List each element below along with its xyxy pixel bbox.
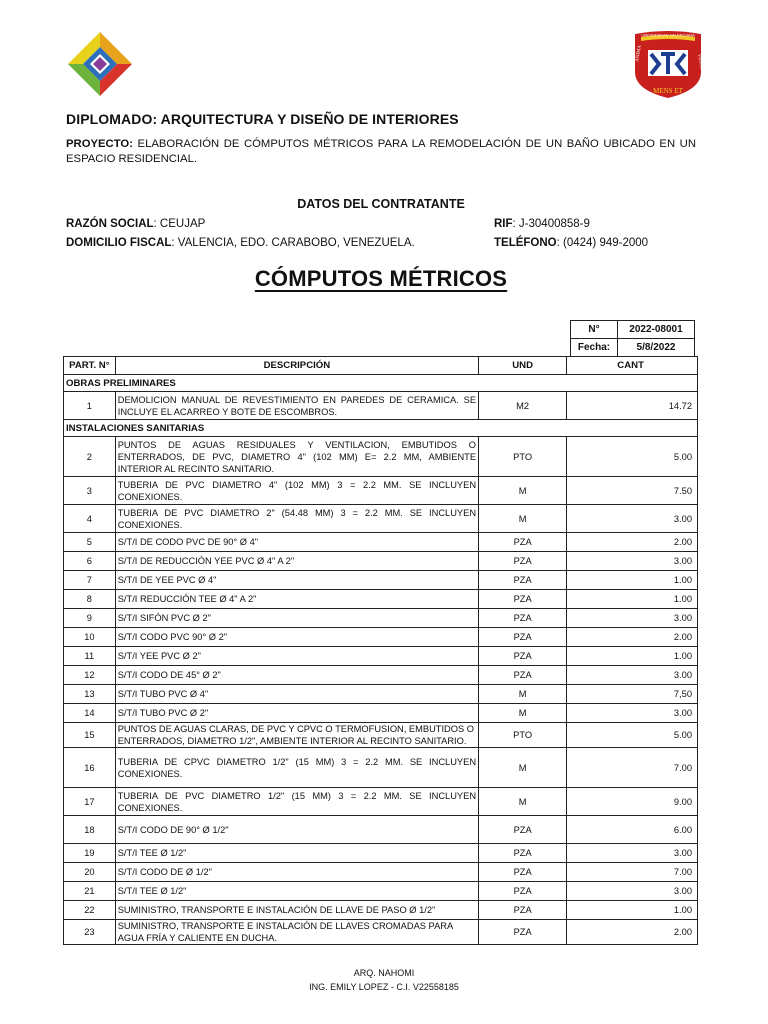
- table-row: [64, 571, 698, 590]
- part-number-cell: 18: [64, 816, 116, 844]
- part-number-cell: 7: [64, 571, 116, 590]
- table-row: [64, 901, 698, 920]
- proyecto-label: PROYECTO:: [66, 138, 133, 150]
- quantity-cell: 3.00: [567, 552, 698, 571]
- quantity-cell: 3.00: [567, 609, 698, 628]
- table-row: [64, 685, 698, 704]
- quantity-cell: 3.00: [567, 882, 698, 901]
- table-row: [64, 748, 698, 788]
- col-header-description: DESCRIPCIÓN: [115, 357, 478, 375]
- description-cell: SUMINISTRO, TRANSPORTE E INSTALACIÓN DE LLAVE DE PASO Ø 1/2": [115, 901, 478, 920]
- part-number-cell: 2: [64, 437, 116, 477]
- part-number-cell: 19: [64, 844, 116, 863]
- quantity-cell: 7,50: [567, 685, 698, 704]
- quantity-cell: 2.00: [567, 533, 698, 552]
- part-number-cell: 10: [64, 628, 116, 647]
- computos-table: [63, 356, 698, 945]
- quantity-cell: 14.72: [567, 392, 698, 420]
- table-row: [64, 609, 698, 628]
- table-row: [64, 723, 698, 748]
- table-row: [64, 505, 698, 533]
- part-number-cell: 22: [64, 901, 116, 920]
- unit-cell: M2: [479, 392, 567, 420]
- description-cell: S/T/I CODO DE 45° Ø 2": [115, 666, 478, 685]
- table-row: [64, 704, 698, 723]
- table-row: [64, 816, 698, 844]
- quantity-cell: 1.00: [567, 901, 698, 920]
- table-row: [64, 552, 698, 571]
- part-number-cell: 14: [64, 704, 116, 723]
- table-row: [64, 533, 698, 552]
- unit-cell: M: [479, 477, 567, 505]
- svg-text:UNIVERSIDAD VALENCIANA: UNIVERSIDAD VALENCIANA: [641, 32, 695, 38]
- unit-cell: PZA: [479, 816, 567, 844]
- col-header-unit: UND: [479, 357, 567, 375]
- description-cell: TUBERIA DE PVC DIAMETRO 4" (102 MM) 3 = 2.2 MM. SE INCLUYEN CONEXIONES.: [115, 477, 478, 505]
- part-number-cell: 3: [64, 477, 116, 505]
- part-number-cell: 15: [64, 723, 116, 748]
- description-cell: TUBERIA DE PVC DIAMETRO 2" (54.48 MM) 3 = 2.2 MM. SE INCLUYEN CONEXIONES.: [115, 505, 478, 533]
- domicilio-fiscal-value: : VALENCIA, EDO. CARABOBO, VENEZUELA.: [171, 237, 415, 249]
- unit-cell: PZA: [479, 590, 567, 609]
- unit-cell: PZA: [479, 628, 567, 647]
- university-crest-logo: [631, 28, 705, 100]
- quantity-cell: 3.00: [567, 844, 698, 863]
- unit-cell: PZA: [479, 901, 567, 920]
- description-cell: S/T/I TUBO PVC Ø 2": [115, 704, 478, 723]
- unit-cell: PZA: [479, 533, 567, 552]
- table-row: [64, 882, 698, 901]
- razon-social-field: [66, 218, 205, 230]
- col-header-part: PART. N°: [64, 357, 116, 375]
- section-title: INSTALACIONES SANITARIAS: [64, 420, 698, 437]
- unit-cell: M: [479, 685, 567, 704]
- unit-cell: PZA: [479, 666, 567, 685]
- part-number-cell: 4: [64, 505, 116, 533]
- unit-cell: PZA: [479, 552, 567, 571]
- svg-text:ANIMA: ANIMA: [635, 44, 643, 63]
- unit-cell: PZA: [479, 863, 567, 882]
- contratante-heading: DATOS DEL CONTRATANTE: [297, 197, 465, 211]
- section-row: [64, 375, 698, 392]
- unit-cell: PTO: [479, 723, 567, 748]
- footer-author: ARQ. NAHOMI: [353, 968, 415, 978]
- part-number-cell: 17: [64, 788, 116, 816]
- part-number-cell: 21: [64, 882, 116, 901]
- description-cell: S/T/I TUBO PVC Ø 4": [115, 685, 478, 704]
- quantity-cell: 7.50: [567, 477, 698, 505]
- description-cell: S/T/I DE REDUCCIÓN YEE PVC Ø 4" A 2": [115, 552, 478, 571]
- quantity-cell: 1.00: [567, 571, 698, 590]
- quantity-cell: 7.00: [567, 748, 698, 788]
- doc-number-label: N°: [571, 321, 618, 339]
- footer-engineer: ING. EMILY LOPEZ - C.I. V22558185: [309, 982, 459, 992]
- table-row: [64, 666, 698, 685]
- domicilio-fiscal-label: DOMICILIO FISCAL: [66, 237, 172, 249]
- description-cell: S/T/I REDUCCIÓN TEE Ø 4" A 2": [115, 590, 478, 609]
- company-logo-icon: [66, 30, 134, 98]
- description-cell: TUBERIA DE CPVC DIAMETRO 1/2" (15 MM) 3 = 2.2 MM. SE INCLUYEN CONEXIONES.: [115, 748, 478, 788]
- table-row: [64, 392, 698, 420]
- domicilio-fiscal-field: [66, 237, 415, 249]
- proyecto-text: ELABORACIÓN DE CÓMPUTOS MÉTRICOS PARA LA REMODELACIÓN DE UN BAÑO UBICADO EN UN ESPACIO RESIDENCIAL.: [66, 138, 696, 165]
- telefono-field: [494, 237, 648, 249]
- part-number-cell: 5: [64, 533, 116, 552]
- quantity-cell: 2.00: [567, 920, 698, 945]
- description-cell: S/T/I DE YEE PVC Ø 4": [115, 571, 478, 590]
- part-number-cell: 13: [64, 685, 116, 704]
- description-cell: S/T/I TEE Ø 1/2": [115, 844, 478, 863]
- unit-cell: PZA: [479, 571, 567, 590]
- telefono-label: TELÉFONO: [494, 237, 557, 249]
- razon-social-value: : CEUJAP: [153, 218, 206, 230]
- table-row: [64, 590, 698, 609]
- description-cell: TUBERIA DE PVC DIAMETRO 1/2" (15 MM) 3 = 2.2 MM. SE INCLUYEN CONEXIONES.: [115, 788, 478, 816]
- description-cell: DEMOLICION MANUAL DE REVESTIMIENTO EN PAREDES DE CERAMICA. SE INCLUYE EL ACARREO Y BOTE DE ESCOMBROS.: [115, 392, 478, 420]
- quantity-cell: 2.00: [567, 628, 698, 647]
- quantity-cell: 3.00: [567, 505, 698, 533]
- table-header-row: [64, 357, 698, 375]
- rif-field: [494, 218, 590, 230]
- description-cell: S/T/I TEE Ø 1/2": [115, 882, 478, 901]
- unit-cell: PTO: [479, 437, 567, 477]
- description-cell: S/T/I YEE PVC Ø 2": [115, 647, 478, 666]
- table-row: [64, 844, 698, 863]
- part-number-cell: 23: [64, 920, 116, 945]
- table-row: [64, 628, 698, 647]
- unit-cell: M: [479, 788, 567, 816]
- table-row: [64, 477, 698, 505]
- unit-cell: PZA: [479, 647, 567, 666]
- quantity-cell: 9.00: [567, 788, 698, 816]
- table-body: [64, 375, 698, 945]
- quantity-cell: 5.00: [567, 723, 698, 748]
- date-value: 5/8/2022: [618, 339, 695, 357]
- description-cell: S/T/I DE CODO PVC DE 90° Ø 4": [115, 533, 478, 552]
- rif-label: RIF: [494, 218, 513, 230]
- rif-value: : J-30400858-9: [512, 218, 590, 230]
- unit-cell: PZA: [479, 920, 567, 945]
- razon-social-label: RAZÓN SOCIAL: [66, 218, 154, 230]
- part-number-cell: 16: [64, 748, 116, 788]
- description-cell: PUNTOS DE AGUAS RESIDUALES Y VENTILACION, EMBUTIDOS O ENTERRADOS, DE PVC, DIAMETRO 4" (102 MM) E= 2.2 MM, AMBIENTE INTERIOR AL RECINTO SANITARIO.: [115, 437, 478, 477]
- doc-number-value: 2022-08001: [618, 321, 695, 339]
- part-number-cell: 8: [64, 590, 116, 609]
- unit-cell: M: [479, 505, 567, 533]
- part-number-cell: 1: [64, 392, 116, 420]
- col-header-quantity: CANT: [567, 357, 698, 375]
- svg-text:MENS ET: MENS ET: [653, 87, 683, 95]
- part-number-cell: 6: [64, 552, 116, 571]
- unit-cell: M: [479, 704, 567, 723]
- quantity-cell: 3.00: [567, 666, 698, 685]
- unit-cell: M: [479, 748, 567, 788]
- telefono-value: : (0424) 949-2000: [556, 237, 649, 249]
- table-row: [64, 647, 698, 666]
- section-title: OBRAS PRELIMINARES: [64, 375, 698, 392]
- diplomado-heading: DIPLOMADO: ARQUITECTURA Y DISEÑO DE INTERIORES: [66, 111, 459, 127]
- quantity-cell: 1.00: [567, 590, 698, 609]
- quantity-cell: 1.00: [567, 647, 698, 666]
- quantity-cell: 5.00: [567, 437, 698, 477]
- quantity-cell: 3.00: [567, 704, 698, 723]
- description-cell: S/T/I CODO PVC 90° Ø 2": [115, 628, 478, 647]
- quantity-cell: 7.00: [567, 863, 698, 882]
- unit-cell: PZA: [479, 844, 567, 863]
- date-label: Fecha:: [571, 339, 618, 357]
- part-number-cell: 12: [64, 666, 116, 685]
- table-row: [64, 863, 698, 882]
- unit-cell: PZA: [479, 609, 567, 628]
- section-row: [64, 420, 698, 437]
- description-cell: S/T/I CODO DE 90° Ø 1/2": [115, 816, 478, 844]
- description-cell: S/T/I SIFÓN PVC Ø 2": [115, 609, 478, 628]
- part-number-cell: 11: [64, 647, 116, 666]
- description-cell: PUNTOS DE AGUAS CLARAS, DE PVC Y CPVC O TERMOFUSION, EMBUTIDOS O ENTERRADOS, DIAMETRO 1/2", AMBIENTE INTERIOR AL RECINTO SANITARIO.: [115, 723, 478, 748]
- table-row: [64, 920, 698, 945]
- svg-text:VIGOR: VIGOR: [696, 53, 704, 70]
- document-title: CÓMPUTOS MÉTRICOS: [254, 266, 508, 291]
- proyecto-paragraph: [66, 137, 696, 167]
- quantity-cell: 6.00: [567, 816, 698, 844]
- description-cell: S/T/I CODO DE Ø 1/2": [115, 863, 478, 882]
- unit-cell: PZA: [479, 882, 567, 901]
- table-row: [64, 437, 698, 477]
- table-row: [64, 788, 698, 816]
- description-cell: SUMINISTRO, TRANSPORTE E INSTALACIÓN DE LLAVES CROMADAS PARA AGUA FRÍA Y CALIENTE EN DUCHA.: [115, 920, 478, 945]
- part-number-cell: 9: [64, 609, 116, 628]
- document-meta-box: [570, 320, 695, 357]
- part-number-cell: 20: [64, 863, 116, 882]
